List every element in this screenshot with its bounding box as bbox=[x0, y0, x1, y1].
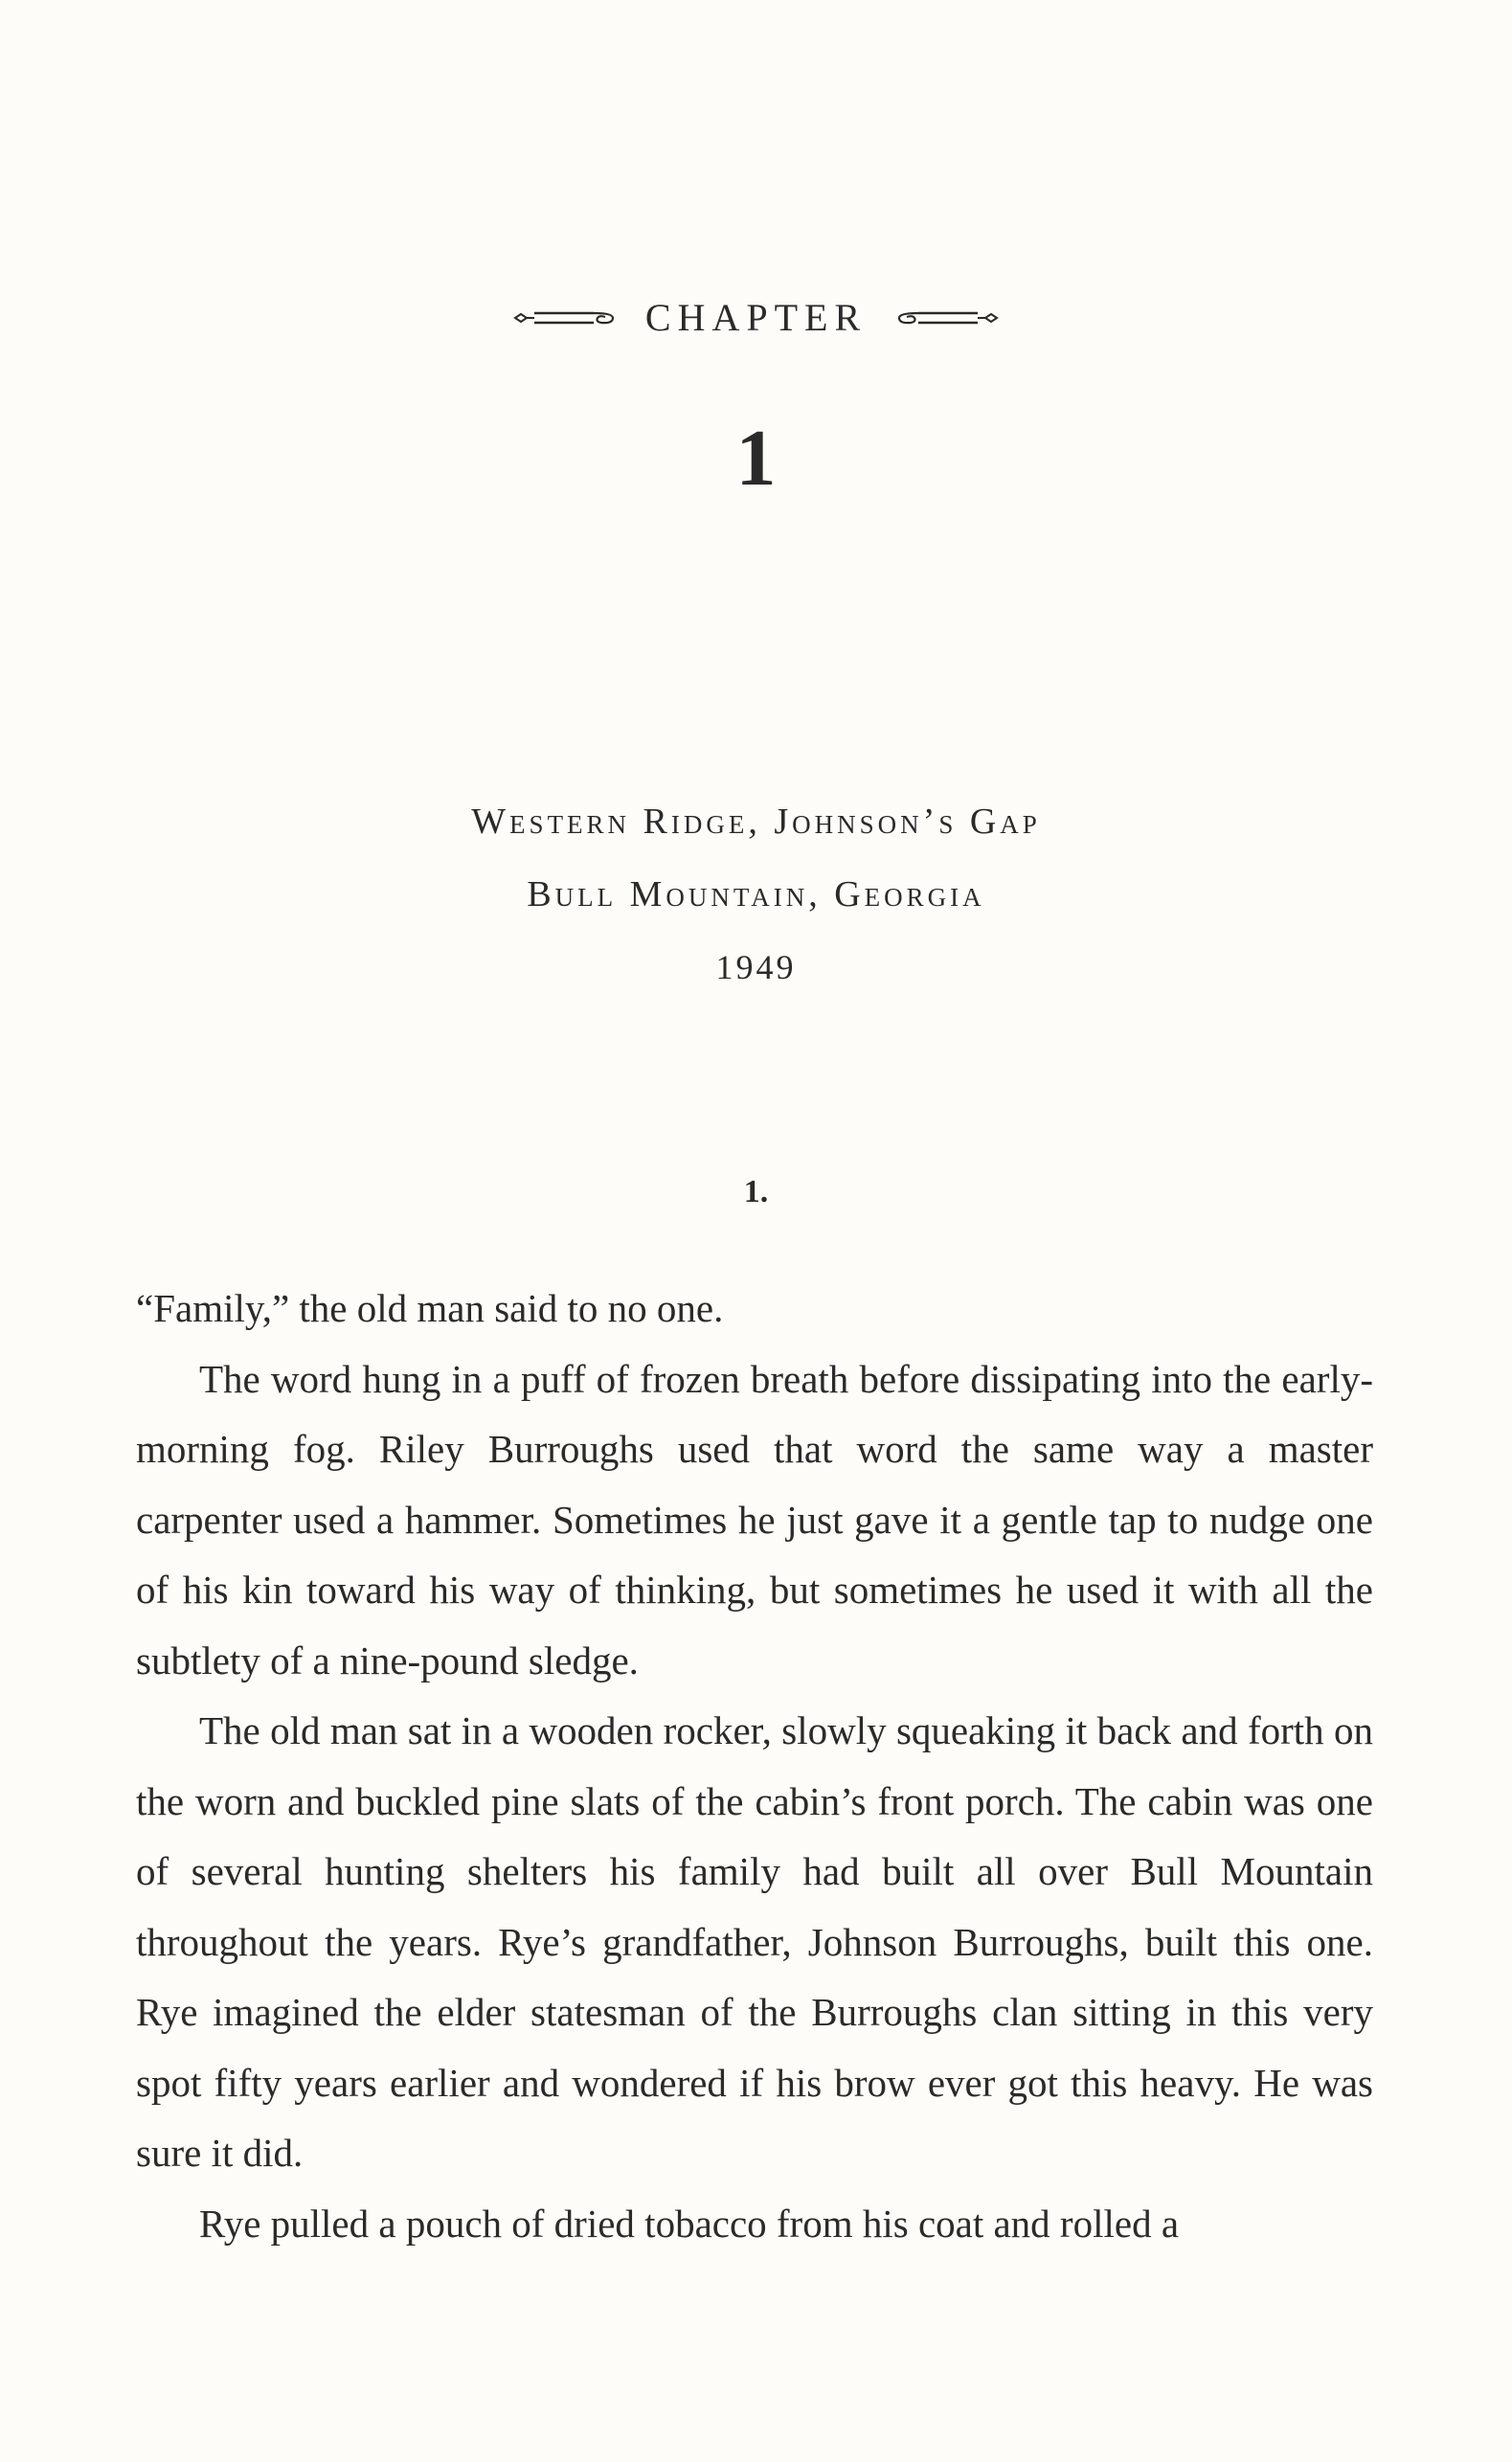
right-ornament-icon bbox=[893, 306, 999, 329]
paragraph: “Family,” the old man said to no one. bbox=[136, 1286, 724, 1330]
chapter-label: CHAPTER bbox=[644, 296, 868, 339]
paragraph: The old man sat in a wooden rocker, slowly squeaking it back and forth on the worn and buckled pine slats of the cabin’s front porch. The cabin was one of several hunting shelters his family had built all over Bull Mountain throughout the years. Rye’s grandfather, Johnson Burroughs, built this one. Rye imagined the elder statesman of the Burroughs clan sitting in this very spot fifty years earlier and wondered if his brow ever got this heavy. He was sure it did. bbox=[136, 1708, 1373, 2175]
location-line-2: Bull Mountain, Georgia bbox=[527, 874, 985, 915]
chapter-number: 1 bbox=[735, 414, 777, 503]
left-ornament-icon bbox=[513, 306, 619, 329]
section-number: 1. bbox=[743, 1174, 769, 1209]
location-line-1: Western Ridge, Johnson’s Gap bbox=[471, 802, 1041, 842]
paragraph: Rye pulled a pouch of dried tobacco from his coat and rolled a bbox=[199, 2201, 1180, 2246]
location-block bbox=[0, 785, 1512, 1004]
location-year: 1949 bbox=[715, 948, 797, 986]
paragraph: The word hung in a puff of frozen breath before dissipating into the early-morning fog. Riley Burroughs used that word the same way a master carpenter used a hammer. Sometimes he just gave it a gentle tap to nudge one of his kin toward his way of thinking, but sometimes he used it with all the subtlety of a nine-pound sledge. bbox=[136, 1356, 1373, 1683]
chapter-header bbox=[0, 295, 1512, 340]
body-text bbox=[136, 1274, 1373, 2259]
